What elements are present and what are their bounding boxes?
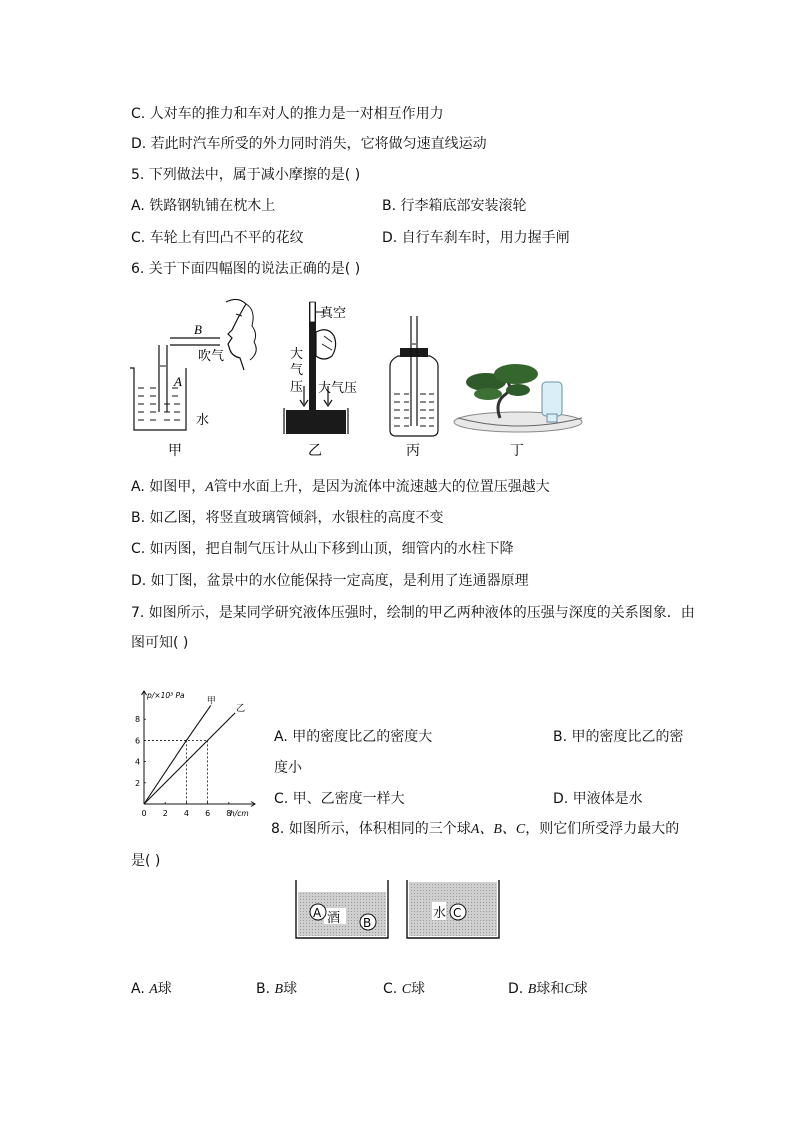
ball-b-label: B [363, 916, 372, 930]
water-label: 水 [196, 413, 210, 428]
series-label-2: 乙 [236, 703, 246, 714]
atm-left-3: 压 [290, 380, 304, 395]
q8-stem-prefix: 8. 如图所示，体积相同的三个球 [271, 821, 471, 837]
x-tick-label: 6 [205, 809, 211, 818]
x-tick-label: 8 [226, 809, 232, 818]
q8-option-c-text: 球 [411, 981, 426, 997]
q8-option-d-variable-1: B [527, 982, 537, 997]
q6-stem: 6. 关于下面四幅图的说法正确的是( ) [131, 261, 361, 277]
q5-option-c: C. 车轮上有凹凸不平的花纹 [131, 230, 304, 246]
tube-b-label: B [194, 322, 202, 337]
y-tick-label: 4 [135, 757, 141, 767]
q8-stem-variables: A、B、C [470, 822, 526, 837]
q8-option-b-text: 球 [283, 981, 298, 997]
y-tick-label: 6 [135, 736, 141, 746]
series-line-1 [144, 705, 211, 804]
blow-label: 吹气 [198, 349, 225, 364]
x-tick-label: 0 [141, 809, 147, 818]
ball-c-label: C [453, 906, 462, 920]
q7-stem-line2: 图可知( ) [131, 635, 189, 651]
x-axis-label: h/cm [230, 809, 249, 818]
q5-option-d: D. 自行车刹车时，用力握手闸 [382, 230, 570, 246]
figure-ding-label: 丁 [510, 443, 524, 459]
q8-option-c-prefix: C. [383, 981, 402, 997]
y-axis-label: p/×10³ Pa [147, 691, 185, 700]
q6-option-a [131, 477, 550, 498]
q4-option-c: C. 人对车的推力和车对人的推力是一对相互作用力 [131, 106, 444, 122]
q7-stem-line1: 7. 如图所示，是某同学研究液体压强时，绘制的甲乙两种液体的压强与深度的关系图象．由 [131, 605, 695, 621]
q8-option-b-prefix: B. [256, 981, 275, 997]
q8-option-d [508, 979, 588, 1000]
q6-option-b: B. 如乙图，将竖直玻璃管倾斜，水银柱的高度不变 [131, 510, 444, 526]
water-label-q8: 水 [433, 906, 447, 921]
y-tick-label: 8 [135, 715, 141, 725]
q7-option-d: D. 甲液体是水 [553, 791, 643, 807]
q6-option-a-text: 管中水面上升，是因为流体中流速越大的位置压强越大 [213, 479, 550, 495]
q5-option-a: A. 铁路钢轨铺在枕木上 [131, 198, 276, 214]
q5-option-b: B. 行李箱底部安装滚轮 [382, 198, 527, 214]
alcohol-label: 酒 [327, 911, 341, 926]
figure-bing-label: 丙 [406, 443, 420, 459]
q7-option-b-line2: 度小 [274, 760, 302, 776]
q7-option-b-line1: B. 甲的密度比乙的密 [553, 729, 684, 745]
x-tick-label: 2 [162, 809, 168, 818]
figure-jia-label: 甲 [168, 443, 182, 459]
q8-option-c-variable: C [401, 982, 412, 997]
q8-stem-line2: 是( ) [131, 853, 161, 869]
q7-option-c: C. 甲、乙密度一样大 [274, 791, 405, 807]
alcohol-container [296, 880, 388, 938]
q8-figure [294, 878, 504, 940]
q6-option-c: C. 如丙图，把自制气压计从山下移到山顶，细管内的水柱下降 [131, 541, 514, 557]
q6-option-a-prefix: A. 如图甲， [131, 479, 206, 495]
q8-option-d-prefix: D. [508, 981, 528, 997]
q8-stem-line1 [271, 819, 679, 840]
q8-option-d-text: 球 [573, 981, 588, 997]
q6-option-a-variable: A [205, 480, 214, 495]
q8-option-d-variable-2: C [564, 982, 574, 997]
q8-option-b [256, 979, 297, 1000]
figure-yi-label: 乙 [308, 443, 322, 459]
q8-option-d-mid: 球和 [536, 981, 565, 997]
q4-option-d: D. 若此时汽车所受的外力同时消失，它将做匀速直线运动 [131, 136, 487, 152]
vacuum-label: 真空 [320, 306, 347, 321]
series-label-1: 甲 [206, 696, 216, 707]
figure-jia [130, 299, 256, 459]
q7-option-a: A. 甲的密度比乙的密度大 [274, 729, 433, 745]
ball-a-label: A [313, 906, 322, 920]
q5-stem: 5. 下列做法中，属于减小摩擦的是( ) [131, 167, 361, 183]
atm-left-2: 气 [290, 363, 304, 378]
q8-option-a [131, 979, 172, 1000]
atm-right-label: 大气压 [318, 381, 358, 396]
q8-option-a-variable: A [149, 982, 158, 997]
water-container [407, 880, 499, 938]
q8-option-b-variable: B [274, 982, 284, 997]
figure-yi [284, 302, 357, 459]
x-tick-label: 4 [183, 809, 189, 818]
figure-ding [454, 364, 582, 459]
q6-option-d: D. 如丁图，盆景中的水位能保持一定高度，是利用了连通器原理 [131, 573, 529, 589]
figure-bing [390, 316, 438, 459]
q6-figure [128, 290, 598, 462]
q8-option-a-text: 球 [157, 981, 172, 997]
tube-a-label: A [174, 374, 182, 389]
atm-left-1: 大 [290, 347, 304, 362]
q8-option-a-prefix: A. [131, 981, 150, 997]
q8-stem-suffix: ，则它们所受浮力最大的 [525, 821, 680, 837]
q7-pressure-depth-chart [126, 684, 266, 824]
q8-option-c [383, 979, 425, 1000]
series-line-2 [144, 713, 235, 804]
y-tick-label: 2 [135, 778, 141, 788]
